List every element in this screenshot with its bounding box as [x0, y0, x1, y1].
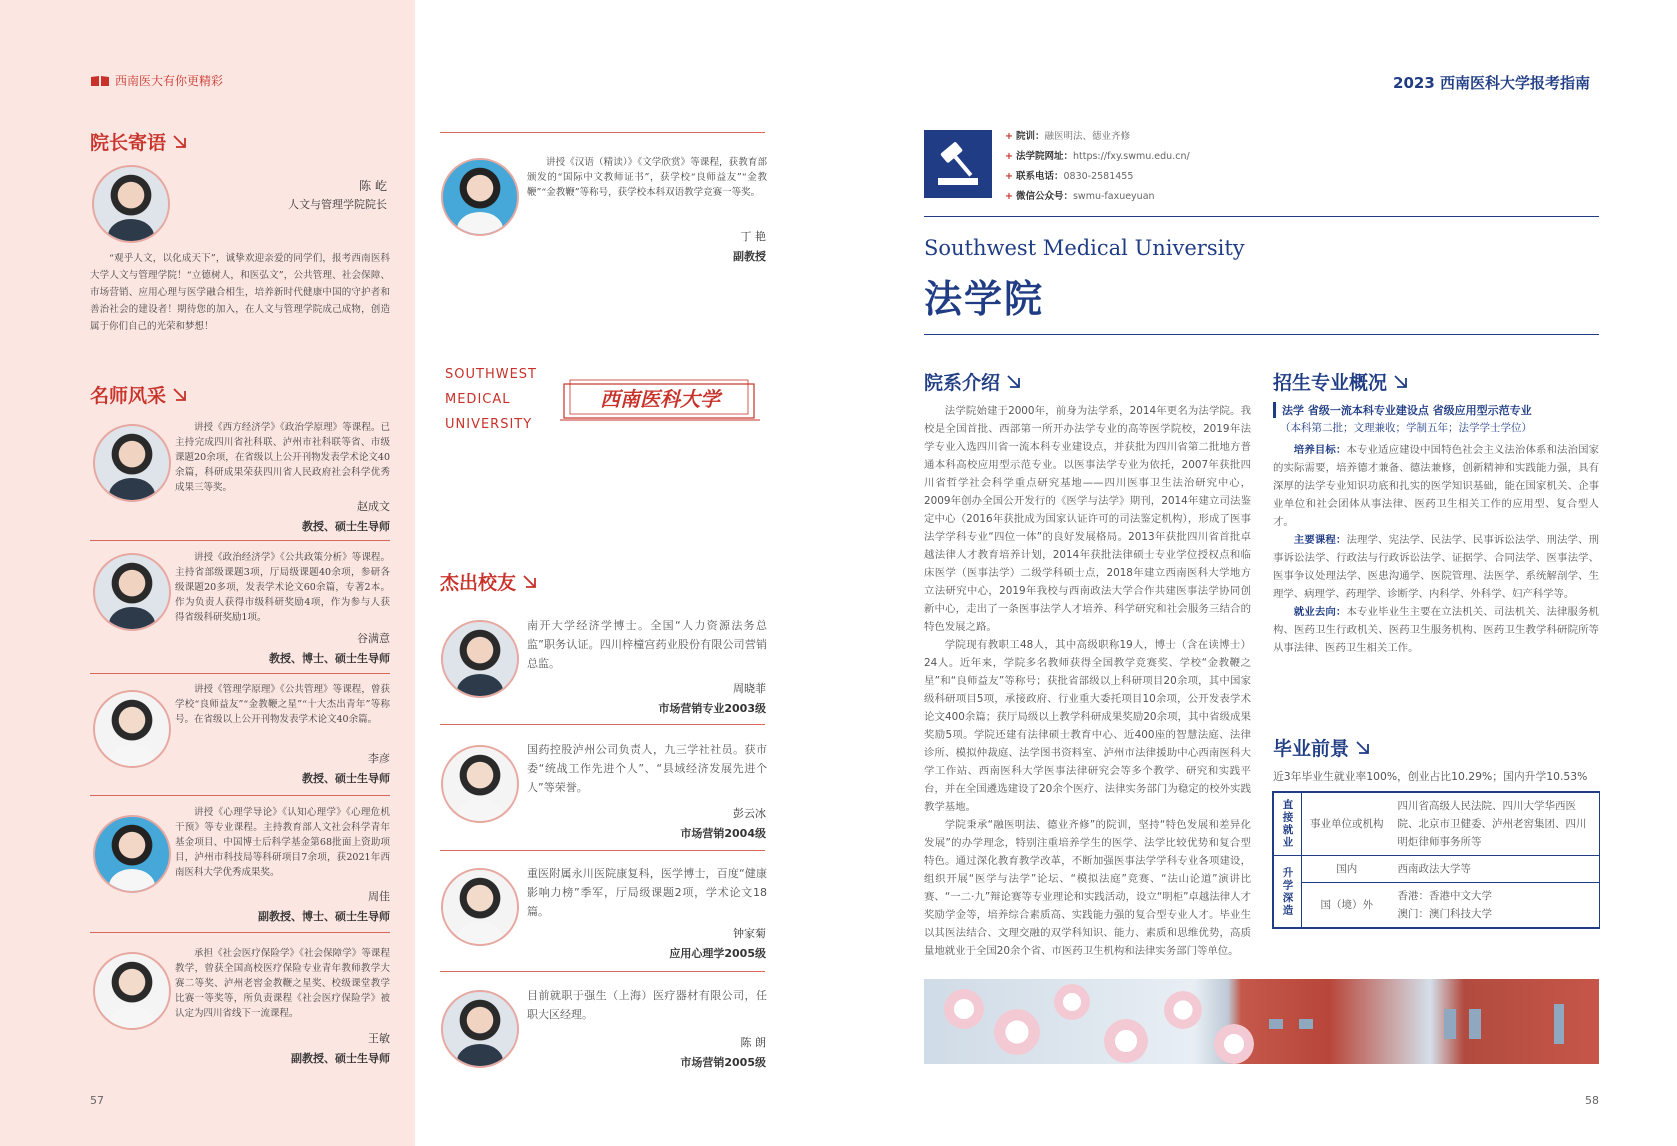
- svg-text:西南医科大学: 西南医科大学: [600, 387, 720, 411]
- alumni-avatar: [441, 620, 519, 698]
- table-group-label: 升学深造: [1274, 856, 1302, 928]
- alumni-desc: 重医附属永川医院康复科，医学博士，百度“健康影响力榜”季军，厅局级课题2项，学术论文18篇。: [527, 867, 767, 918]
- teacher-avatar: [93, 815, 171, 893]
- header-left: [90, 72, 223, 89]
- university-wordmark: SOUTHWEST MEDICAL UNIVERSITY: [445, 367, 537, 432]
- gavel-logo: [924, 130, 992, 198]
- intro-section-title: 院系介绍: [924, 368, 1021, 395]
- alumni-desc: 目前就职于强生（上海）医疗器材有限公司，任职大区经理。: [527, 989, 767, 1021]
- english-title: Southwest Medical University: [924, 236, 1245, 260]
- table-category: 事业单位或机构: [1302, 793, 1392, 856]
- gavel-icon: [924, 130, 992, 198]
- teacher-title: 副教授、博士、硕士生导师: [258, 910, 390, 923]
- alumni-name: 钟家菊: [733, 927, 766, 940]
- alumni-desc: 南开大学经济学博士。全国“人力资源法务总监”职务认证。四川梓橦宫药业股份有限公司营销总监。: [527, 619, 767, 670]
- alumni-avatar: [441, 868, 519, 946]
- header-left-text: 西南医大有你更精彩: [115, 74, 224, 88]
- table-value: 西南政法大学等: [1392, 856, 1600, 883]
- arrow-icon: [172, 134, 187, 149]
- teacher-name: 丁 艳: [740, 230, 766, 243]
- divider: [924, 334, 1599, 335]
- intro-text: 法学院始建于2000年，前身为法学系，2014年更名为法学院。我校是全国首批、西部第一所开办法学专业的高等医学院校，2019年法学专业入选四川省一流本科专业建设点，并获批为四川省第二批地方普通本科高校应用型示范专业。以医事法学专业为依托，2007年获批四川省哲学社会科学重点研究基地——四川医事卫生法治研究中心，2009年创办全国公开发行的《医学与法学》期刊，2014年建立司法鉴定中心（2016年获批成为国家认证许可的司法鉴定机构），形成了医事法学学科专业“四位一体”的良好发展格局。2013年获批四川省首批卓越法律人才教育培养计划，2014年获批法律硕士专业学位授权点和临床医学（医事法学）二级学科硕士点，2018年建立西南医科大学地方立法研究中心，2019年我校与西南政法大学合作共建医事法学协同创新中心，走出了一条医事法学人才培养、科学研究和社会服务三结合的特色发展之路。 学院现有教职工48人，其中高级职称19人，博士（含在读博士）24人。近年来，学院多名教师获得全国教学竞赛奖、学校“金教鞭之星”和“良师益友”等称号；获批省部级以上科研项目20余项，其中国家级科研项目5项，承接政府、行业重大委托项目10余项，公开发表学术论文400余篇；获厅局级以上教学科研成果奖励20余项，其中省级成果奖励5项。学院还建有法律硕士教育中心、近400座的智慧法庭、法律诊所、模拟仲裁庭、法学图书资料室、泸州市法律援助中心西南医科大学工作站、西南医科大学医事法律研究会等多个教学、研究和实践平台，并在全国遴选建设了20余个医疗、法律实务部门为稳定的校外实践教学基地。 学院秉承“融医明法、德业齐修”的院训，坚持“特色发展和差异化发展”的办学理念，特别注重培养学生的医学、法学比较优势和复合型特色。通过深化教育教学改革，不断加强医事法学学科专业各项建设，组织开展“医学与法学”论坛、“模拟法庭”竞赛、“法山论道”演讲比赛、“一二·九”辩论赛等专业理论和实践活动，设立“明柜”卓越法律人才奖励学金等，培养综合素质高、实践能力强的复合型专业人才。毕业生以其医法结合、文理交融的双学科知识、能力、素质和思维优势，高质量地就业于全国20余个省、市医药卫生机构和法律实务部门等单位。: [924, 405, 1251, 957]
- teacher-name: 周佳: [368, 890, 390, 903]
- teachers-section-title: 名师风采: [90, 381, 187, 408]
- dean-role: 人文与管理学院院长: [288, 198, 387, 211]
- alumni-avatar: [441, 745, 519, 823]
- prospects-section-title: 毕业前景: [1273, 734, 1370, 761]
- header-right-text: 2023 西南医科大学报考指南: [1393, 74, 1590, 92]
- teacher-title: 副教授、硕士生导师: [291, 1052, 390, 1065]
- info-phone: + 联系电话：0830-2581455: [1005, 171, 1134, 182]
- info-motto: + 院训：融医明法、德业齐修: [1005, 131, 1130, 142]
- arrow-icon: [522, 574, 537, 589]
- law-school-info: [1005, 127, 1190, 207]
- arrow-icon: [172, 387, 187, 402]
- dean-avatar: [92, 165, 170, 243]
- table-category: 国（境）外: [1302, 883, 1392, 928]
- alumni-major: 市场营销专业2003级: [658, 702, 766, 715]
- divider: [90, 932, 390, 933]
- admission-section-title: 招生专业概况: [1273, 368, 1408, 395]
- school-title: 法学院: [924, 277, 1045, 321]
- divider: [440, 132, 765, 133]
- dean-section-title: 院长寄语: [90, 128, 187, 155]
- teacher-avatar: [93, 424, 171, 502]
- employment-table: [1273, 792, 1599, 928]
- teacher-desc: 讲授《管理学原理》《公共管理》等课程，曾获学校“良师益友”“金教鞭之星”“十大杰出青年”等称号。在省级以上公开刊物发表学术论文40余篇。: [175, 684, 390, 725]
- arrow-icon: [1355, 740, 1370, 755]
- teacher-title: 副教授: [733, 250, 766, 263]
- teacher-name: 王敏: [368, 1032, 390, 1045]
- alumni-name: 陈 朗: [740, 1036, 766, 1049]
- teacher-name: 李彦: [368, 752, 390, 765]
- major-subheading: （本科第二批；文理兼收；学制五年；法学学士学位）: [1280, 422, 1532, 434]
- dean-quote: “观乎人文，以化成天下”，诚挚欢迎亲爱的同学们，报考西南医科大学人文与管理学院！“立德树人，和医弘文”，公共管理、社会保障、市场营销、应用心理与医学融合相生，培养新时代健康中国的守护者和善治社会的建设者！期待您的加入，在人文与管理学院成己成物，创造属于你们自己的光荣和梦想！: [90, 253, 390, 332]
- teacher-avatar: [93, 690, 171, 768]
- table-row: [1274, 883, 1600, 928]
- teacher-title: 教授、硕士生导师: [302, 772, 390, 785]
- table-row: [1274, 856, 1600, 883]
- major-details: 培养目标：本专业适应建设中国特色社会主义法治体系和法治国家的实际需要，培养德才兼备、德法兼修，创新精神和实践能力强，具有深厚的法学专业知识功底和扎实的医学知识基础，能在国家机关、企事业单位和社会团体从事法律、医药卫生相关工作的应用型、复合型人才。 主要课程：法理学、宪法学、民法学、民事诉讼法学、刑法学、刑事诉讼法学、行政法与行政诉讼法学、证据学、合同法学、医事法学、医事争议处理法学、医患沟通学、医院管理、法医学、系统解剖学、生理学、病理学、药理学、诊断学、内科学、外科学、妇产科学等。 就业去向：本专业毕业生主要在立法机关、司法机关、法律服务机构、医药卫生行政机关、医药卫生服务机构、医药卫生教学科研院所等从事法律、医药卫生相关工作。: [1273, 444, 1600, 654]
- alumni-section-title: 杰出校友: [440, 568, 537, 595]
- teacher-avatar: [441, 158, 519, 236]
- dean-name: 陈 屹: [359, 179, 387, 193]
- table-category: 国内: [1302, 856, 1392, 883]
- table-value: 四川省高级人民法院、四川大学华西医院、北京市卫健委、泸州老窖集团、四川明炬律师事务所等: [1392, 793, 1600, 856]
- teacher-desc: 讲授《政治经济学》《公共政策分析》等课程。主持省部级课题3项，厅局级课题40余项，参研各级课题20多项，发表学术论文60余篇，专著2本。作为负责人获得市级科研奖励4项，作为参与人获得省级科研奖励1项。: [175, 552, 390, 623]
- teacher-avatar: [93, 952, 171, 1030]
- campus-photo: [924, 979, 1599, 1064]
- university-seal: [560, 378, 760, 426]
- book-icon: [90, 75, 110, 87]
- arrow-icon: [1393, 374, 1408, 389]
- divider: [90, 673, 390, 674]
- teacher-desc: 承担《社会医疗保险学》《社会保障学》等课程教学，曾获全国高校医疗保险专业青年教师教学大赛二等奖、泸州老窖金教鞭之星奖、校级课堂教学比赛一等奖等，所负责课程《社会医疗保险学》被认定为四川省线下一流课程。: [175, 948, 390, 1019]
- table-value: 香港：香港中文大学 澳门：澳门科技大学: [1392, 883, 1600, 928]
- teacher-desc: 讲授《西方经济学》《政治学原理》等课程。已主持完成四川省社科联、泸州市社科联等省、市级课题20余项，在省级以上公开刊物发表学术论文40余篇，科研成果荣获四川省人民政府社会科学优秀成果三等奖。: [175, 422, 390, 493]
- teacher-desc: 讲授《汉语（精读）》《文学欣赏》等课程，获教育部颁发的“国际中文教师证书”，获学校“良师益友”“金教鞭”“金教鞭”等称号，获学校本科双语教学竞赛一等奖。: [527, 157, 767, 198]
- alumni-major: 应用心理学2005级: [669, 947, 766, 960]
- arrow-icon: [1006, 374, 1021, 389]
- alumni-major: 市场营销2004级: [680, 827, 766, 840]
- divider: [90, 795, 390, 796]
- page-number-right: 58: [1585, 1094, 1599, 1107]
- alumni-major: 市场营销2005级: [680, 1056, 766, 1069]
- divider: [440, 850, 765, 851]
- teacher-name: 谷满意: [357, 632, 390, 645]
- teacher-title: 教授、博士、硕士生导师: [269, 652, 390, 665]
- teacher-desc: 讲授《心理学导论》《认知心理学》《心理危机干预》等专业课程。主持教育部人文社会科学青年基金项目、中国博士后科学基金第68批面上资助项目，泸州市科技局等科研项目7余项，获2021年西南医科大学优秀成果奖。: [175, 807, 390, 878]
- page-number-left: 57: [90, 1094, 104, 1107]
- divider: [440, 971, 765, 972]
- divider: [90, 540, 390, 541]
- divider: [924, 216, 1599, 217]
- table-row: [1274, 793, 1600, 856]
- divider: [440, 724, 765, 725]
- alumni-name: 周晓菲: [733, 682, 766, 695]
- major-heading: 法学 省级一流本科专业建设点 省级应用型示范专业: [1273, 402, 1532, 418]
- info-wechat: + 微信公众号：swmu-faxueyuan: [1005, 191, 1155, 202]
- table-group-label: 直接就业: [1274, 793, 1302, 856]
- alumni-avatar: [441, 990, 519, 1068]
- info-website[interactable]: + 法学院网址：https://fxy.swmu.edu.cn/: [1005, 151, 1190, 162]
- employment-rate: 近3年毕业生就业率100%，创业占比10.29%；国内升学10.53%: [1273, 770, 1588, 783]
- alumni-desc: 国药控股泸州公司负责人，九三学社社员。获市委“统战工作先进个人”、“县域经济发展先进个人”等荣誉。: [527, 743, 767, 794]
- teacher-name: 赵成文: [357, 500, 390, 513]
- teacher-title: 教授、硕士生导师: [302, 520, 390, 533]
- alumni-name: 彭云冰: [733, 807, 766, 820]
- teacher-avatar: [93, 553, 171, 631]
